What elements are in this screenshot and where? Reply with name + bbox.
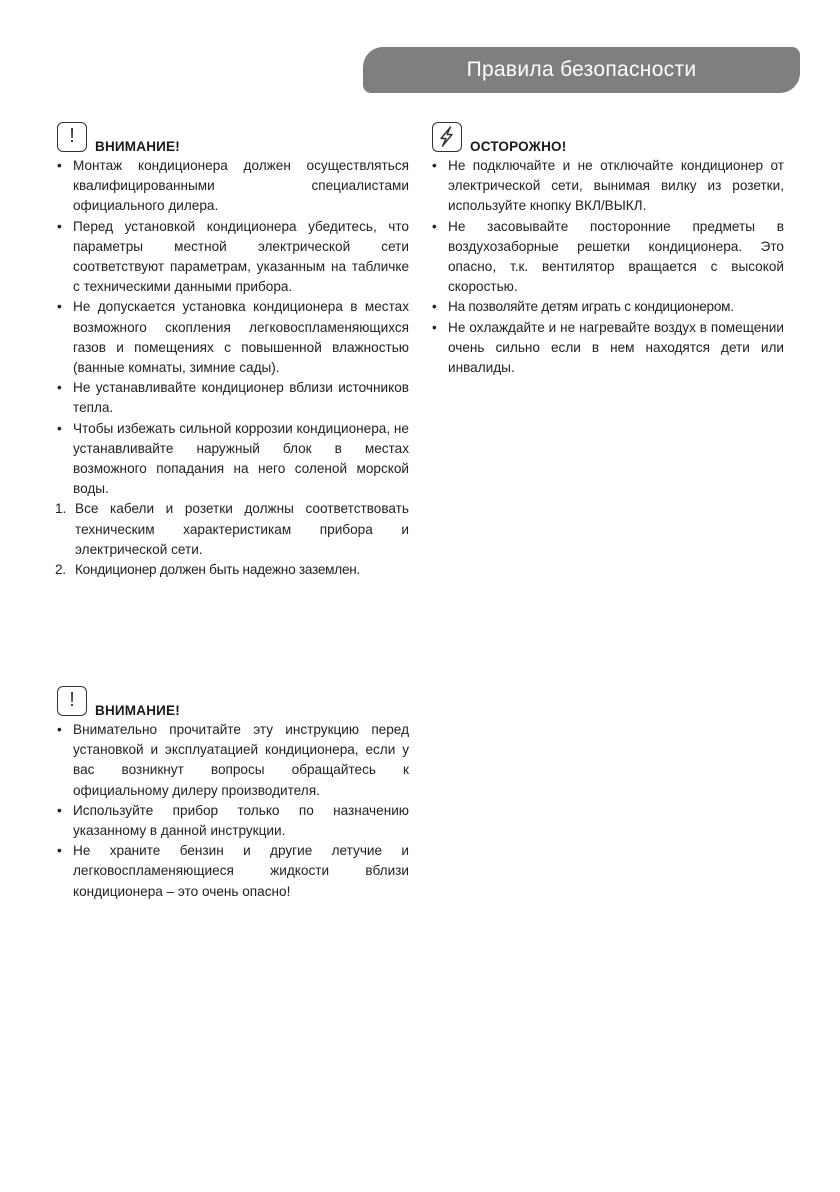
exclamation-icon: ! [57, 686, 87, 716]
bullet-marker: • [57, 420, 62, 436]
page-section-title: Правила безопасности [363, 47, 800, 93]
list-item [432, 318, 784, 379]
list-item [432, 217, 784, 298]
caution-section [432, 122, 784, 378]
list-item [57, 801, 409, 841]
bullet-marker: • [57, 380, 62, 396]
item-text: Не храните бензин и другие летучие и легковоспламеняющиеся жидкости вблизи кондиционера – это очень опасно! [73, 843, 409, 899]
list-item [432, 297, 784, 317]
bullet-marker: • [57, 722, 62, 737]
item-text: Перед установкой кондиционера убедитесь, что параметры местной электрической сети соответствуют параметрам, указанным на табличке с техническими данными прибора. [73, 218, 409, 295]
warning-heading-1 [57, 122, 409, 156]
item-text: Используйте прибор только по назначению указанному в данной инструкции. [73, 802, 409, 839]
warning-heading-2 [57, 686, 409, 720]
bullet-marker: • [57, 218, 62, 234]
lightning-icon [432, 122, 462, 152]
caution-heading [432, 122, 784, 156]
item-text: Не охлаждайте и не нагревайте воздух в помещении очень сильно если в нем находятся дети или инвалиды. [448, 319, 784, 376]
item-text: Внимательно прочитайте эту инструкцию перед установкой и эксплуатацией кондиционера, если у вас возникнут вопросы обращайтесь к официальному дилеру производителя. [73, 722, 409, 798]
exclamation-icon: ! [57, 122, 87, 152]
bullet-marker: • [432, 319, 437, 335]
bullet-marker: • [432, 158, 437, 173]
list-item [57, 378, 409, 418]
list-item [57, 156, 409, 217]
numbered-item [57, 560, 409, 580]
caution-list [432, 156, 784, 378]
numbered-item [57, 499, 409, 560]
section-title: ОСТОРОЖНО! [470, 139, 567, 154]
list-item [57, 297, 409, 378]
number-marker: 2. [55, 562, 66, 578]
bullet-marker: • [57, 299, 62, 315]
warning-section-1 [57, 122, 409, 580]
lightning-glyph [433, 123, 460, 150]
list-item [432, 156, 784, 217]
number-marker: 1. [55, 501, 67, 517]
item-text: Не допускается установка кондиционера в местах возможного скопления легковоспламеняющихся газов и помещениях с повышенной влажностью (ванные комнаты, зимние сады). [73, 299, 409, 376]
section-title: ВНИМАНИЕ! [95, 139, 180, 154]
bullet-marker: • [57, 802, 62, 818]
item-text: На позволяйте детям играть с кондиционером. [448, 299, 734, 315]
list-item [57, 419, 409, 500]
section-title: ВНИМАНИЕ! [95, 703, 180, 718]
warning-list-1 [57, 156, 409, 580]
item-text: Чтобы избежать сильной коррозии кондиционера, не устанавливайте наружный блок в местах возможного попадания на него соленой морской воды. [73, 420, 409, 497]
bullet-marker: • [57, 158, 62, 173]
bullet-marker: • [57, 843, 62, 859]
warning-list-2 [57, 720, 409, 902]
item-text: Кондиционер должен быть надежно заземлен. [75, 562, 361, 578]
item-text: Не подключайте и не отключайте кондиционер от электрической сети, вынимая вилку из розетки, используйте кнопку ВКЛ/ВЫКЛ. [448, 158, 784, 214]
list-item [57, 217, 409, 298]
warning-section-2 [57, 686, 409, 902]
list-item [57, 841, 409, 902]
bullet-marker: • [432, 299, 437, 315]
bullet-marker: • [432, 218, 437, 234]
list-item [57, 720, 409, 801]
item-text: Не засовывайте посторонние предметы в воздухозаборные решетки кондиционера. Это опасно, т.к. вентилятор вращается с высокой скоростью. [448, 218, 784, 295]
item-text: Не устанавливайте кондиционер вблизи источников тепла. [73, 380, 409, 416]
item-text: Монтаж кондиционера должен осуществляться квалифицированными специалистами официального дилера. [73, 158, 409, 214]
item-text: Все кабели и розетки должны соответствовать техническим характеристикам прибора и электрической сети. [75, 501, 409, 557]
